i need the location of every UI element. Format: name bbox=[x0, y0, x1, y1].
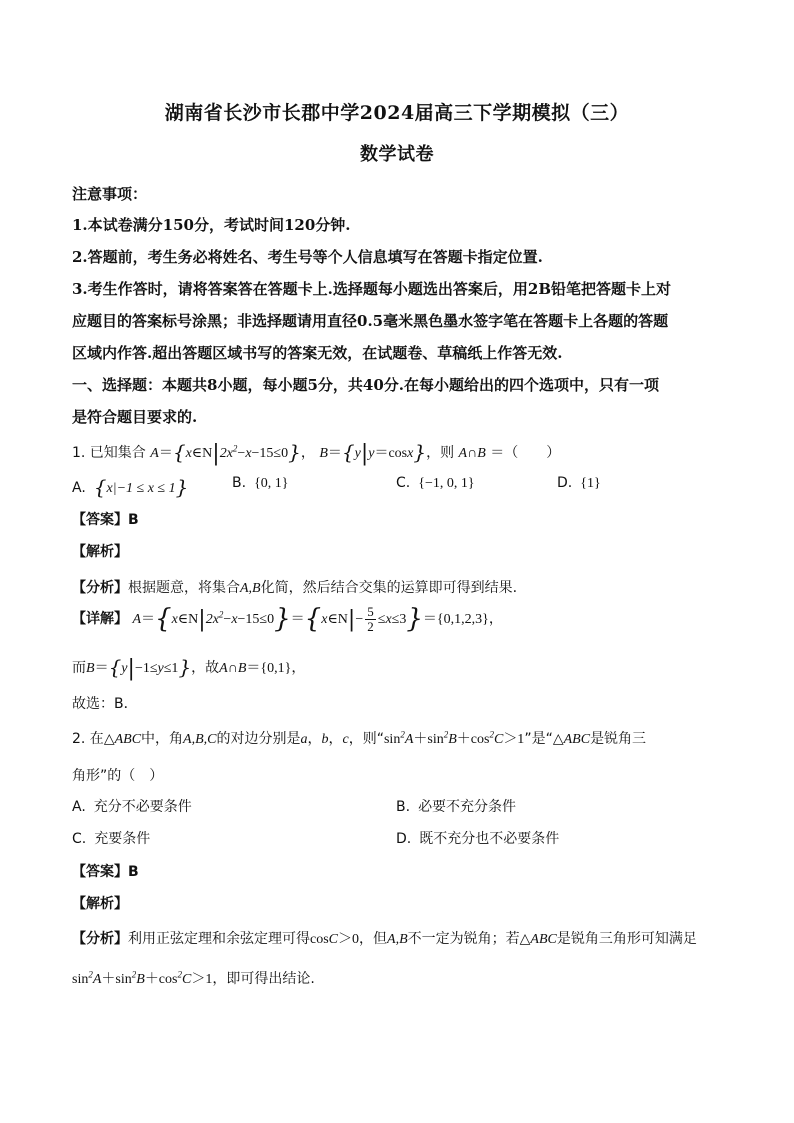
question-2-option-a[interactable]: A. 充分不必要条件 bbox=[72, 799, 192, 815]
exam-subtitle: 数学试卷 bbox=[360, 144, 434, 165]
set-b-simplified: B＝{y|−1≤y≤1} bbox=[86, 655, 192, 681]
intersection-result: A∩B＝{0,1} bbox=[219, 661, 292, 676]
question-1-prefix: 1. 已知集合 bbox=[72, 445, 146, 461]
question-1-stem bbox=[72, 440, 560, 466]
notice-item-3-line-1: 3.考生作答时，请将答案答在答题卡上.选择题每小题选出答案后，用2B铅笔把答题卡上对 bbox=[72, 280, 672, 298]
triangle-abc: △ABC bbox=[103, 732, 142, 747]
intersection-expression: A∩B bbox=[458, 446, 486, 461]
question-1-option-d[interactable]: D. {1} bbox=[557, 475, 601, 491]
question-1-conclusion: 故选：B． bbox=[72, 696, 138, 712]
question-1-sep: ， bbox=[300, 445, 315, 461]
question-1-detail-2: 而B＝{y|−1≤y≤1}，故A∩B＝{0,1}， bbox=[72, 655, 306, 681]
section-1-heading-line-2: 是符合题目要求的. bbox=[72, 408, 198, 426]
question-2-option-b[interactable]: B. 必要不充分条件 bbox=[396, 799, 517, 815]
angles-abc: A,B,C bbox=[183, 732, 217, 747]
condition-expression: $\sin^2A+\sin^2B+\cos^2C>1$ bbox=[383, 729, 525, 747]
option-a-math: {x|−1 ≤ x ≤ 1} bbox=[93, 475, 189, 499]
notice-item-2: 2.答题前，考生务必将姓名、考生号等个人信息填写在答题卡指定位置. bbox=[72, 248, 543, 266]
exam-title: 湖南省长沙市长郡中学2024届高三下学期模拟（三） bbox=[164, 102, 630, 124]
notice-heading: 注意事项： bbox=[72, 185, 148, 203]
set-names: A,B bbox=[240, 581, 261, 596]
option-c-math: {−1, 0, 1} bbox=[418, 476, 475, 491]
question-2-fenxi-line-2: $\sin^2A+\sin^2B+\cos^2C>1$，即可得出结论. bbox=[72, 969, 315, 987]
option-d-math: {1} bbox=[580, 476, 601, 491]
question-2-analysis-heading: 【解析】 bbox=[72, 896, 128, 912]
question-1-tail: ＝（ ） bbox=[490, 445, 561, 461]
question-1-fenxi: 【分析】根据题意，将集合A,B化简，然后结合交集的运算即可得到结果. bbox=[72, 580, 518, 596]
question-2-option-c[interactable]: C. 充要条件 bbox=[72, 831, 151, 847]
question-1-option-c[interactable]: C. {−1, 0, 1} bbox=[396, 475, 475, 491]
section-1-heading-line-1: 一、选择题：本题共8小题，每小题5分，共40分.在每小题给出的四个选项中，只有一项 bbox=[72, 376, 659, 394]
question-1-suffix: ，则 bbox=[426, 445, 455, 461]
notice-item-1: 1.本试卷满分150分，考试时间120分钟. bbox=[72, 216, 351, 234]
question-2-stem: 2. 在△ABC中，角A,B,C的对边分别是a，b，c，则“$\sin^2A+\sin^2B+\cos^2C>1$”是“△ABC是锐角三 bbox=[72, 729, 647, 747]
question-1-option-a[interactable]: A. {x|−1 ≤ x ≤ 1} bbox=[72, 475, 189, 499]
set-a-expression: $A=\{x\in N|2x^2-x-15\le 0\}$ bbox=[150, 440, 301, 466]
question-2-fenxi: 【分析】利用正弦定理和余弦定理可得cosC＞0，但A,B不一定为锐角；若△ABC是锐角三角形可知满足 bbox=[72, 931, 697, 947]
question-1-answer: 【答案】B bbox=[72, 512, 139, 528]
question-2-stem-line-2: 角形”的（ ） bbox=[72, 768, 164, 784]
question-2-answer: 【答案】B bbox=[72, 864, 139, 880]
notice-item-3-line-2: 应题目的答案标号涂黑；非选择题请用直径0.5毫米黑色墨水签字笔在答题卡上各题的答题 bbox=[72, 312, 669, 330]
condition-expression-2: $\sin^2A+\sin^2B+\cos^2C>1$ bbox=[72, 969, 213, 987]
set-b-expression: B＝{y|y＝cosx} bbox=[319, 440, 427, 466]
option-b-math: {0, 1} bbox=[254, 476, 289, 491]
question-1-analysis-heading: 【解析】 bbox=[72, 544, 128, 560]
question-1-detail: 【详解】 $A=\{x\in N|2x^2-x-15\le 0\}=\{x\in N|-$ $\frac{5}{2}$ ≤x≤3}＝{0,1,2,3}， bbox=[72, 604, 503, 635]
detail-expression: $A=\{x\in N|2x^2-x-15\le 0\}=\{x\in N|-$ $\frac{5}{2}$ ≤x≤3}＝{0,1,2,3} bbox=[132, 604, 489, 635]
question-2-option-d[interactable]: D. 既不充分也不必要条件 bbox=[396, 831, 560, 847]
notice-item-3-line-3: 区域内作答.超出答题区域书写的答案无效，在试题卷、草稿纸上作答无效. bbox=[72, 344, 563, 362]
question-1-option-b[interactable]: B. {0, 1} bbox=[232, 475, 289, 491]
